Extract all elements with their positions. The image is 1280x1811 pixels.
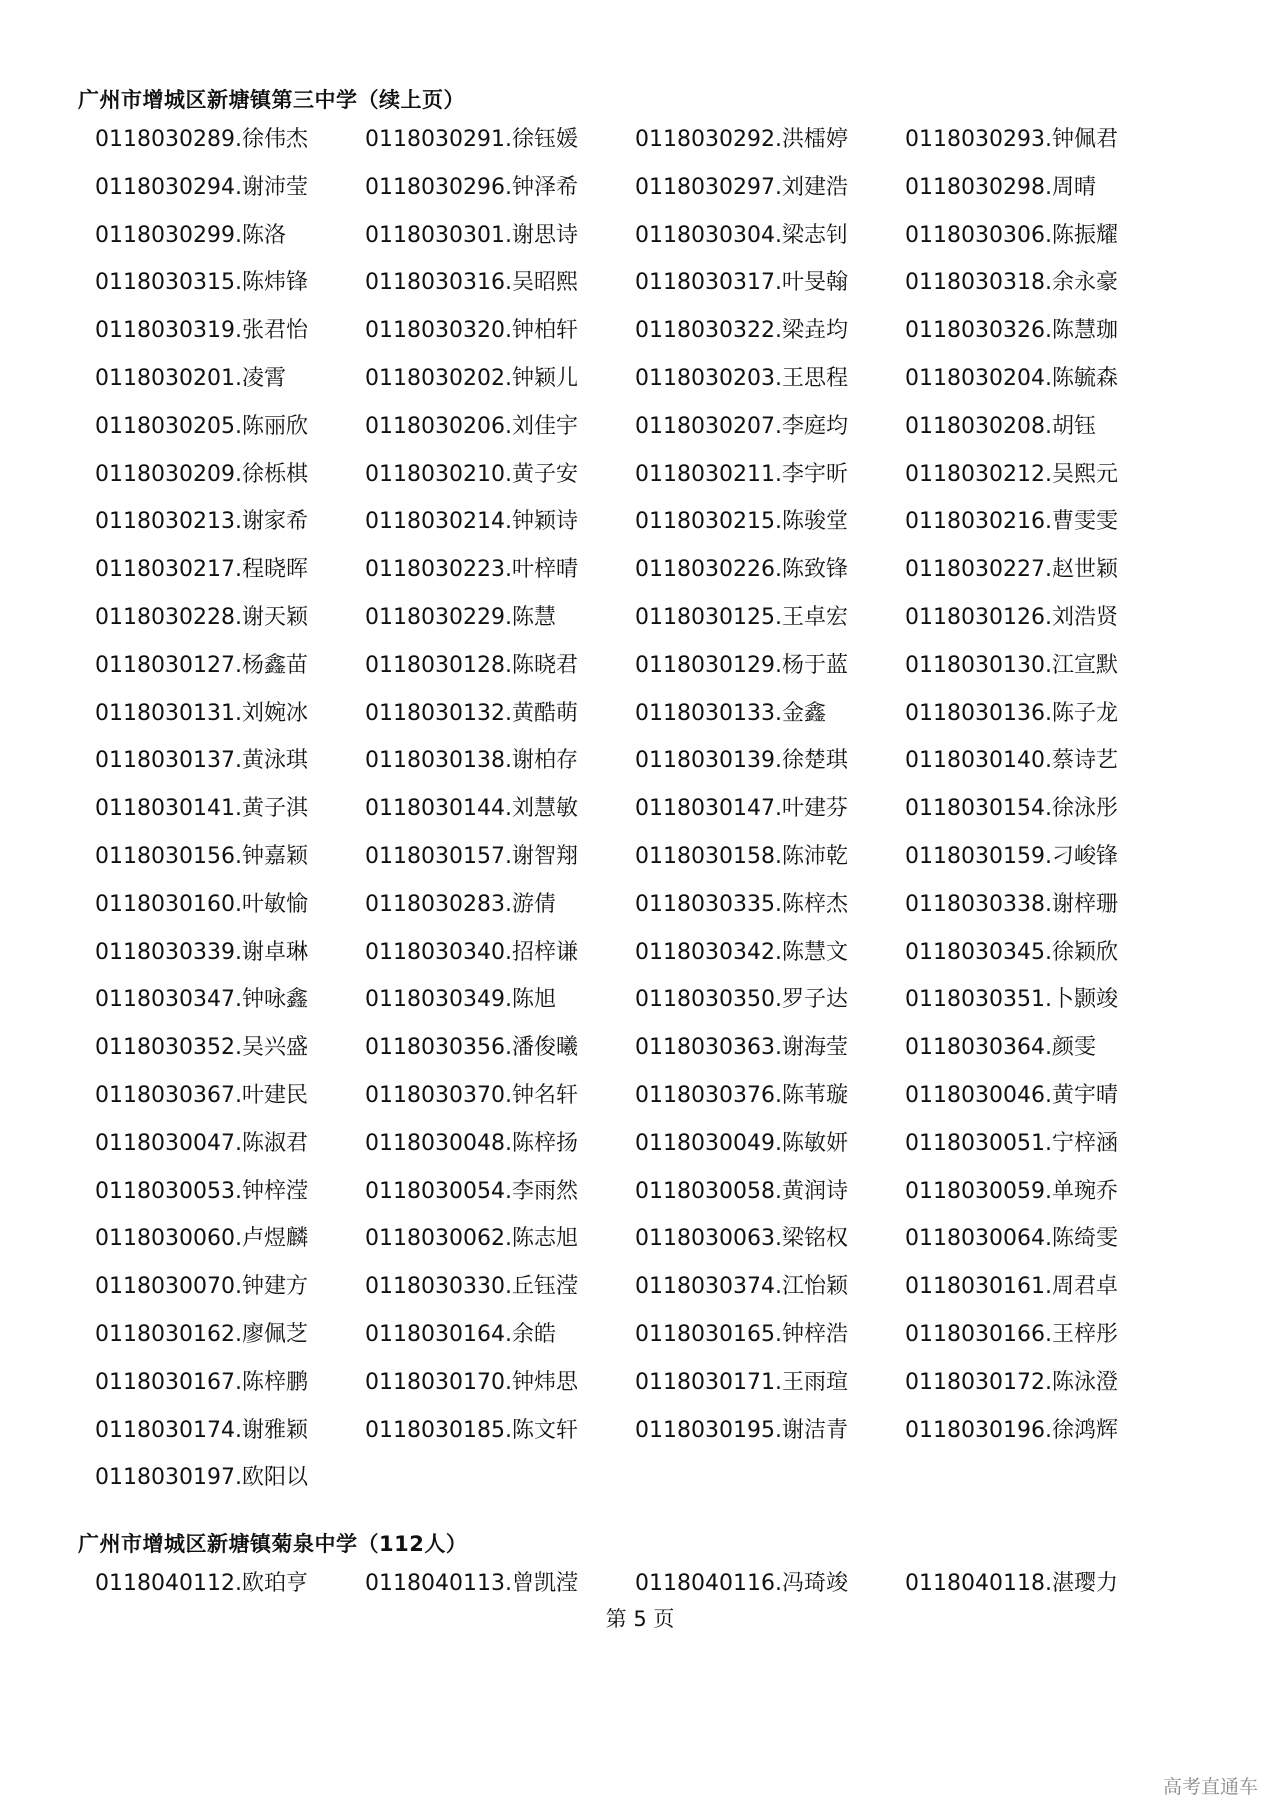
student-entry: 0118030213.谢家希 [95, 509, 308, 535]
student-entry: 0118030226.陈致锋 [635, 557, 848, 583]
student-entry: 0118030156.钟嘉颖 [95, 843, 308, 869]
student-entry: 0118030166.王梓彤 [905, 1321, 1118, 1347]
student-entry: 0118030294.谢沛莹 [95, 174, 308, 200]
student-entry: 0118030320.钟柏轩 [365, 318, 578, 344]
student-entry: 0118030174.谢雅颖 [95, 1417, 308, 1443]
student-entry: 0118030162.廖佩芝 [95, 1321, 308, 1347]
student-entry: 0118030306.陈振耀 [905, 222, 1118, 248]
student-entry: 0118030197.欧阳以 [95, 1465, 308, 1491]
student-entry: 0118030070.钟建方 [95, 1274, 308, 1300]
student-entry: 0118030318.余永豪 [905, 270, 1118, 296]
student-entry: 0118030126.刘浩贤 [905, 604, 1118, 630]
student-entry: 0118030203.王思程 [635, 365, 848, 391]
student-entry: 0118030215.陈骏堂 [635, 509, 848, 535]
student-entry: 0118030367.叶建民 [95, 1082, 308, 1108]
student-entry: 0118030129.杨于蓝 [635, 652, 848, 678]
student-entry: 0118030207.李庭均 [635, 413, 848, 439]
student-entry: 0118030316.吴昭熙 [365, 270, 578, 296]
student-entry: 0118030144.刘慧敏 [365, 796, 578, 822]
student-entry: 0118030047.陈淑君 [95, 1130, 308, 1156]
student-entry: 0118030208.胡钰 [905, 413, 1096, 439]
student-entry: 0118030127.杨鑫苗 [95, 652, 308, 678]
student-entry: 0118030196.徐鸿辉 [905, 1417, 1118, 1443]
student-entry: 0118030063.梁铭权 [635, 1226, 848, 1252]
student-entry: 0118030130.江宣默 [905, 652, 1118, 678]
student-entry: 0118030205.陈丽欣 [95, 413, 308, 439]
student-entry: 0118040116.冯琦竣 [635, 1571, 848, 1596]
student-entry: 0118030349.陈旭 [365, 987, 556, 1013]
student-entry: 0118030342.陈慧文 [635, 939, 848, 965]
student-entry: 0118030165.钟梓浩 [635, 1321, 848, 1347]
student-entry: 0118030227.赵世颖 [905, 557, 1118, 583]
student-entry: 0118030147.叶建芬 [635, 796, 848, 822]
student-entry: 0118030053.钟梓滢 [95, 1178, 308, 1204]
student-entry: 0118030171.王雨瑄 [635, 1369, 848, 1395]
watermark: 高考直通车 [1162, 1776, 1258, 1798]
student-entry: 0118040118.湛璎力 [905, 1571, 1118, 1596]
student-entry: 0118030304.梁志钊 [635, 222, 848, 248]
student-entry: 0118030202.钟颖儿 [365, 365, 578, 391]
student-entry: 0118030195.谢洁青 [635, 1417, 848, 1443]
student-entry: 0118030216.曹雯雯 [905, 509, 1118, 535]
student-entry: 0118030164.余皓 [365, 1321, 556, 1347]
student-entry: 0118030048.陈梓扬 [365, 1130, 578, 1156]
student-entry: 0118030301.谢思诗 [365, 222, 578, 248]
student-entry: 0118030210.黄子安 [365, 461, 578, 487]
student-entry: 0118030326.陈慧珈 [905, 318, 1118, 344]
student-entry: 0118030322.梁垚均 [635, 318, 848, 344]
student-entry: 0118030046.黄宇晴 [905, 1082, 1118, 1108]
student-entry: 0118030132.黄酷萌 [365, 700, 578, 726]
student-entry: 0118030172.陈泳澄 [905, 1369, 1118, 1395]
student-entry: 0118030374.江怡颖 [635, 1274, 848, 1300]
student-entry: 0118030158.陈沛乾 [635, 843, 848, 869]
student-list-school-3 [95, 116, 1175, 1502]
student-entry: 0118030370.钟名轩 [365, 1082, 578, 1108]
student-entry: 0118030228.谢天颖 [95, 604, 308, 630]
student-entry: 0118030340.招梓谦 [365, 939, 578, 965]
student-entry: 0118030058.黄润诗 [635, 1178, 848, 1204]
student-entry: 0118030059.单琬乔 [905, 1178, 1118, 1204]
student-entry: 0118030128.陈晓君 [365, 652, 578, 678]
student-entry: 0118030229.陈慧 [365, 604, 556, 630]
student-entry: 0118030298.周晴 [905, 174, 1096, 200]
student-entry: 0118030350.罗子达 [635, 987, 848, 1013]
student-entry: 0118030136.陈子龙 [905, 700, 1118, 726]
student-entry: 0118030315.陈炜锋 [95, 270, 308, 296]
student-entry: 0118030125.王卓宏 [635, 604, 848, 630]
student-entry: 0118030376.陈苇璇 [635, 1082, 848, 1108]
student-entry: 0118030170.钟炜思 [365, 1369, 578, 1395]
student-entry: 0118030049.陈敏妍 [635, 1130, 848, 1156]
student-entry: 0118030209.徐栎棋 [95, 461, 308, 487]
student-entry: 0118030054.李雨然 [365, 1178, 578, 1204]
student-entry: 0118030289.徐伟杰 [95, 127, 308, 152]
student-entry: 0118030201.凌霄 [95, 365, 286, 391]
student-entry: 0118030297.刘建浩 [635, 174, 848, 200]
student-entry: 0118030062.陈志旭 [365, 1226, 578, 1252]
student-entry: 0118030211.李宇昕 [635, 461, 848, 487]
student-entry: 0118030185.陈文轩 [365, 1417, 578, 1443]
student-entry: 0118030140.蔡诗艺 [905, 748, 1118, 774]
student-entry: 0118030317.叶旻翰 [635, 270, 848, 296]
student-entry: 0118030204.陈毓森 [905, 365, 1118, 391]
student-entry: 0118030167.陈梓鹏 [95, 1369, 308, 1395]
student-entry: 0118030139.徐楚琪 [635, 748, 848, 774]
student-entry: 0118030364.颜雯 [905, 1035, 1096, 1061]
student-entry: 0118030352.吴兴盛 [95, 1035, 308, 1061]
student-entry: 0118040112.欧珀亨 [95, 1571, 308, 1596]
student-entry: 0118030141.黄子淇 [95, 796, 308, 822]
student-entry: 0118030293.钟佩君 [905, 127, 1118, 152]
student-entry: 0118030064.陈绮雯 [905, 1226, 1118, 1252]
student-entry: 0118030060.卢煜麟 [95, 1226, 308, 1252]
student-entry: 0118040113.曾凯滢 [365, 1571, 578, 1596]
student-entry: 0118030335.陈梓杰 [635, 891, 848, 917]
student-entry: 0118030347.钟咏鑫 [95, 987, 308, 1013]
student-entry: 0118030356.潘俊曦 [365, 1035, 578, 1061]
student-entry: 0118030159.刁峻锋 [905, 843, 1118, 869]
student-list-juquan [95, 1560, 1175, 1608]
student-entry: 0118030133.金鑫 [635, 700, 826, 726]
student-entry: 0118030299.陈洛 [95, 222, 286, 248]
student-entry: 0118030137.黄泳琪 [95, 748, 308, 774]
student-entry: 0118030351.卜颢竣 [905, 987, 1118, 1013]
student-entry: 0118030212.吴熙元 [905, 461, 1118, 487]
student-entry: 0118030160.叶敏愉 [95, 891, 308, 917]
student-entry: 0118030319.张君怡 [95, 318, 308, 344]
student-entry: 0118030131.刘婉冰 [95, 700, 308, 726]
student-entry: 0118030292.洪檑婷 [635, 127, 848, 152]
student-entry: 0118030217.程晓晖 [95, 557, 308, 583]
student-entry: 0118030363.谢海莹 [635, 1035, 848, 1061]
student-entry: 0118030161.周君卓 [905, 1274, 1118, 1300]
student-entry: 0118030157.谢智翔 [365, 843, 578, 869]
student-entry: 0118030214.钟颖诗 [365, 509, 578, 535]
student-entry: 0118030339.谢卓琳 [95, 939, 308, 965]
student-entry: 0118030283.游倩 [365, 891, 556, 917]
section-title-school-3: 广州市增城区新塘镇第三中学（续上页） [78, 88, 465, 112]
student-entry: 0118030296.钟泽希 [365, 174, 578, 200]
student-entry: 0118030345.徐颖欣 [905, 939, 1118, 965]
student-entry: 0118030223.叶梓晴 [365, 557, 578, 583]
student-entry: 0118030051.宁梓涵 [905, 1130, 1118, 1156]
page-number: 第 5 页 [605, 1607, 675, 1631]
student-entry: 0118030291.徐钰媛 [365, 127, 578, 152]
student-entry: 0118030338.谢梓珊 [905, 891, 1118, 917]
student-entry: 0118030330.丘钰滢 [365, 1274, 578, 1300]
student-entry: 0118030138.谢柏存 [365, 748, 578, 774]
section-title-juquan: 广州市增城区新塘镇菊泉中学（112人） [78, 1532, 468, 1556]
student-entry: 0118030154.徐泳彤 [905, 796, 1118, 822]
student-entry: 0118030206.刘佳宇 [365, 413, 578, 439]
